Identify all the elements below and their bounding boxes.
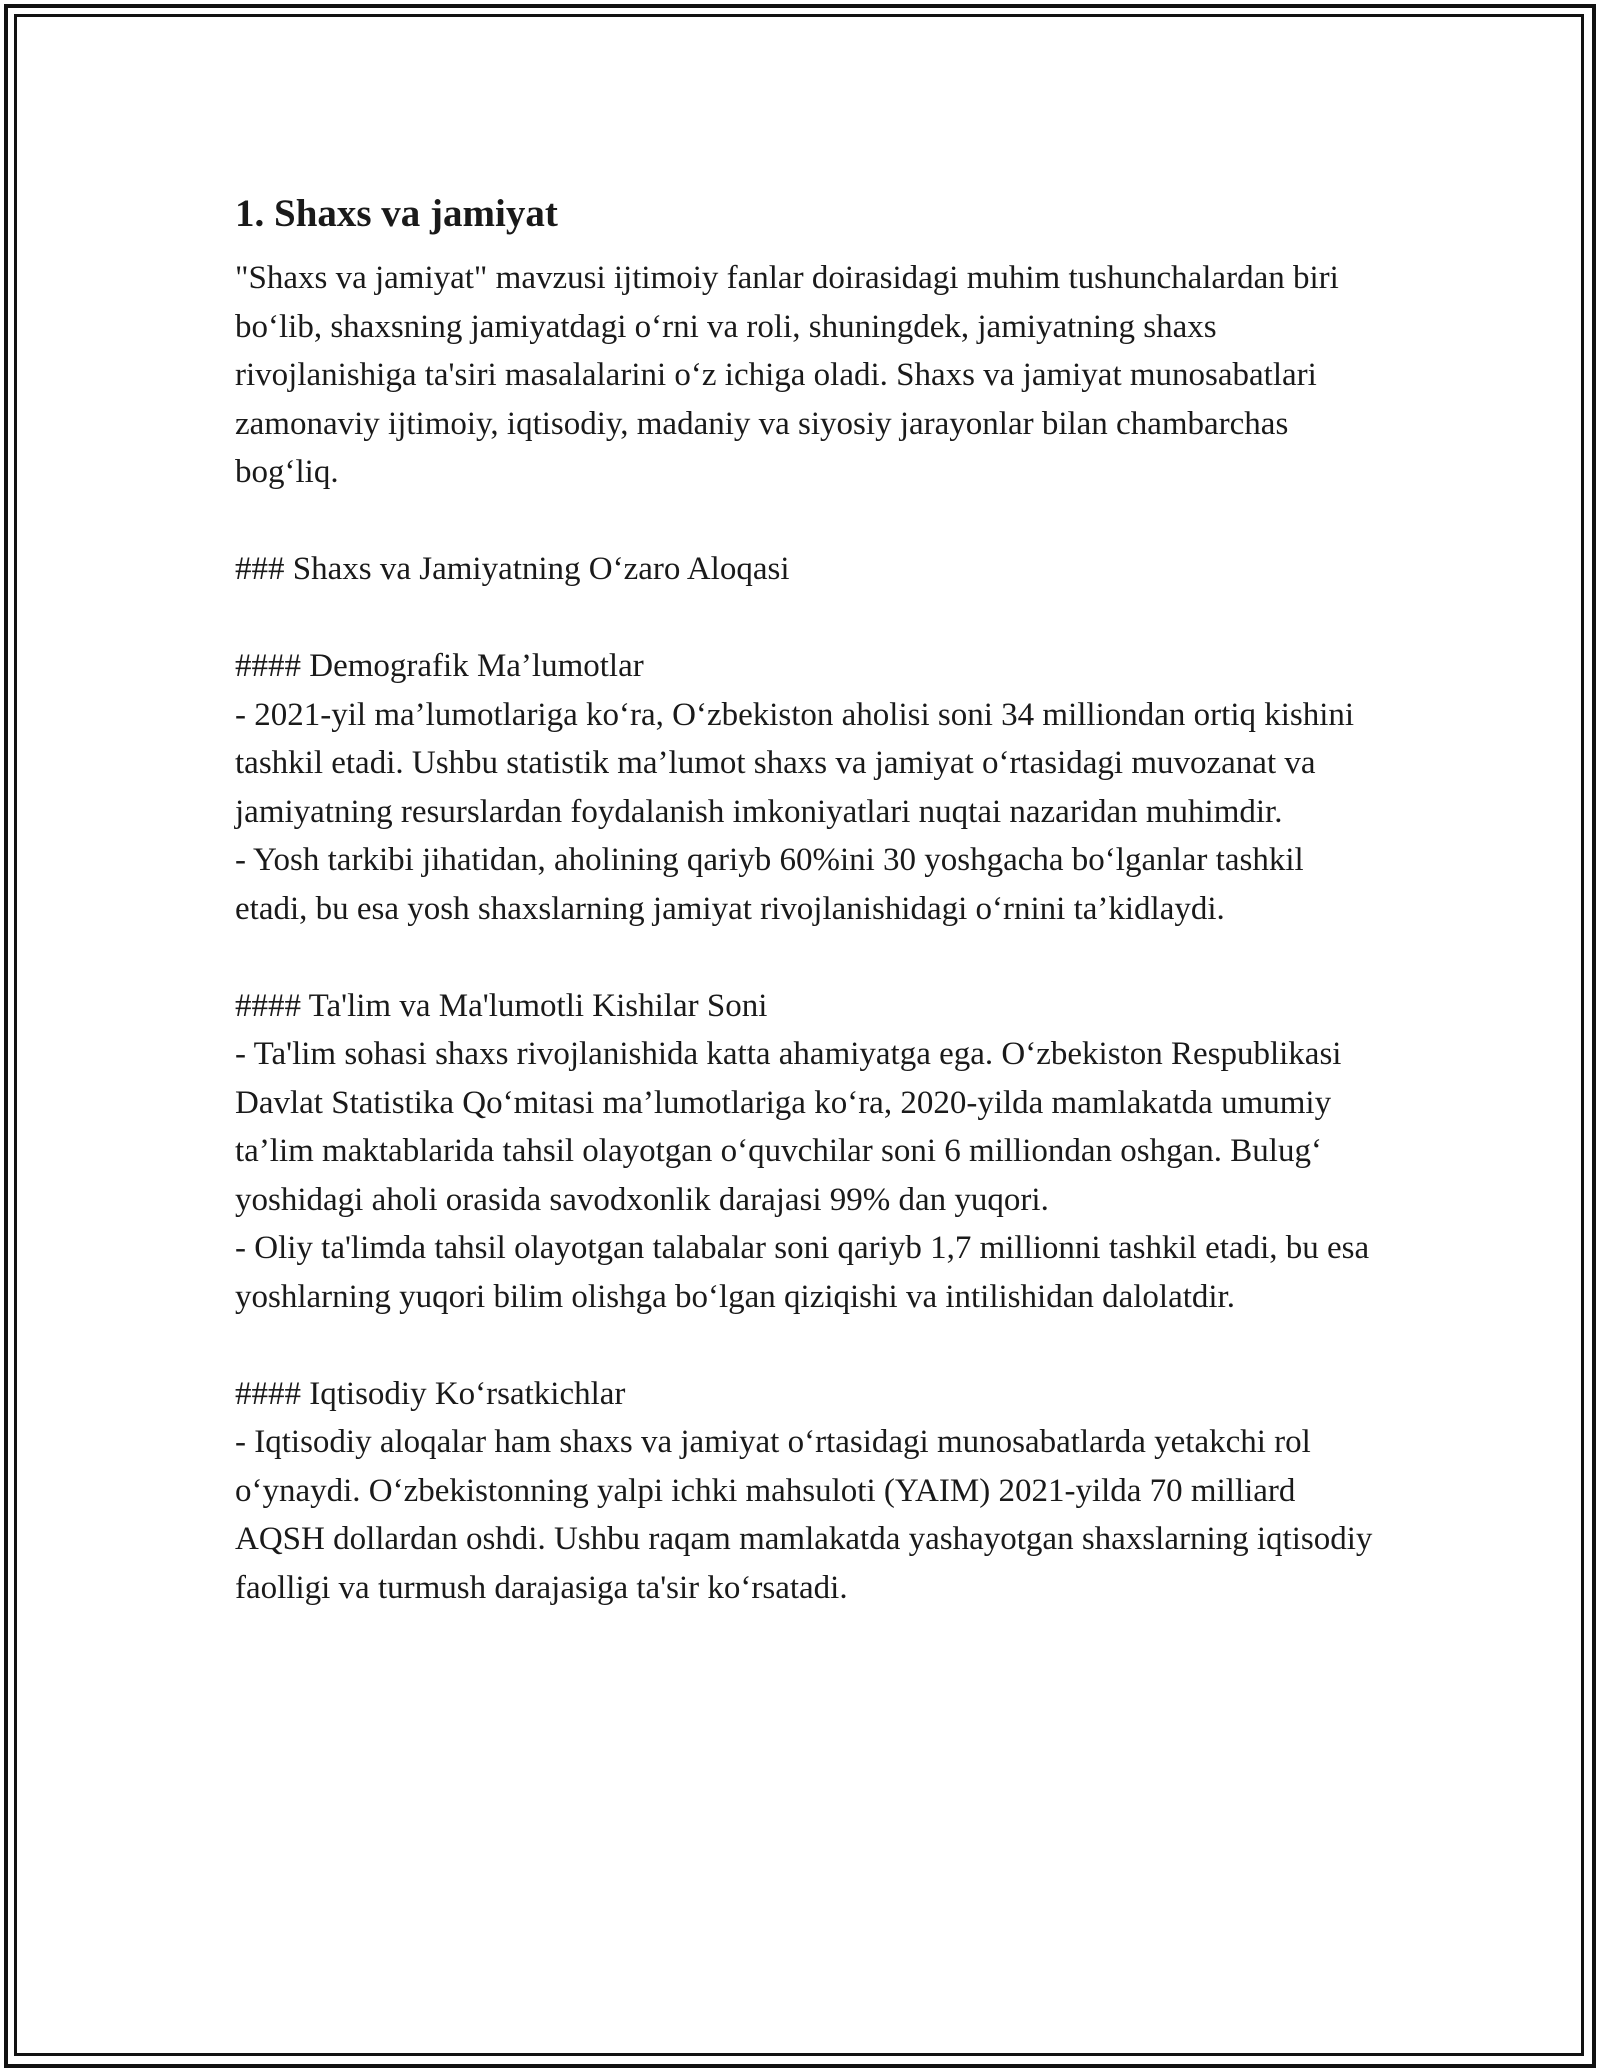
list-item: - Iqtisodiy aloqalar ham shaxs va jamiyat o‘rtasidagi munosabatlarda yetakchi rol o‘ynaydi. O‘zbekistonning yalpi ichki mahsuloti (YAIM) 2021-yilda 70 milliard AQSH dollardan oshdi. Ushbu raqam mamlakatda yashayotgan shaxslarning iqtisodiy faolligi va turmush darajasiga ta'sir ko‘rsatadi. bbox=[235, 1424, 1373, 1606]
document-title: 1. Shaxs va jamiyat bbox=[235, 192, 558, 235]
subsection-economy bbox=[235, 1370, 1375, 1613]
spacer bbox=[235, 497, 1375, 546]
list-item: - Yosh tarkibi jihatidan, aholining qariyb 60%ini 30 yoshgacha bo‘lganlar tashkil etadi, bu esa yosh shaxslarning jamiyat rivojlanishidagi o‘rnini ta’kidlaydi. bbox=[235, 842, 1304, 927]
section-heading: ### Shaxs va Jamiyatning O‘zaro Aloqasi bbox=[235, 551, 790, 587]
spacer bbox=[235, 1321, 1375, 1370]
spacer bbox=[235, 594, 1375, 643]
subsection-heading: #### Iqtisodiy Ko‘rsatkichlar bbox=[235, 1375, 626, 1412]
subsection-demographics bbox=[235, 642, 1375, 933]
subsection-heading: #### Demografik Ma’lumotlar bbox=[235, 648, 644, 684]
spacer bbox=[235, 933, 1375, 982]
list-item: - 2021-yil ma’lumotlariga ko‘ra, O‘zbekiston aholisi soni 34 milliondan ortiq kishini tashkil etadi. Ushbu statistik ma’lumot shaxs va jamiyat o‘rtasidagi muvozanat va jamiyatning resurslardan foydalanish imkoniyatlari nuqtai nazaridan muhimdir. bbox=[235, 696, 1355, 830]
document-body bbox=[235, 188, 1375, 1612]
list-item: - Ta'lim sohasi shaxs rivojlanishida katta ahamiyatga ega. O‘zbekiston Respublikasi Davlat Statistika Qo‘mitasi ma’lumotlariga ko‘ra, 2020-yilda mamlakatda umumiy ta’lim maktablarida tahsil olayotgan o‘quvchilar soni 6 milliondan oshgan. Bulug‘ yoshidagi aholi orasida savodxonlik darajasi 99% dan yuqori. bbox=[235, 1036, 1342, 1218]
subsection-education bbox=[235, 982, 1375, 1322]
intro-paragraph: "Shaxs va jamiyat" mavzusi ijtimoiy fanlar doirasidagi muhim tushunchalardan biri bo‘lib, shaxsning jamiyatdagi o‘rni va roli, shuningdek, jamiyatning shaxs rivojlanishiga ta'siri masalalarini o‘z ichiga oladi. Shaxs va jamiyat munosabatlari zamonaviy ijtimoiy, iqtisodiy, madaniy va siyosiy jarayonlar bilan chambarchas bog‘liq. bbox=[235, 260, 1339, 490]
subsection-heading: #### Ta'lim va Ma'lumotli Kishilar Soni bbox=[235, 987, 768, 1024]
list-item: - Oliy ta'limda tahsil olayotgan talabalar soni qariyb 1,7 millionni tashkil etadi, bu esa yoshlarning yuqori bilim olishga bo‘lgan qiziqishi va intilishidan dalolatdir. bbox=[235, 1230, 1370, 1315]
